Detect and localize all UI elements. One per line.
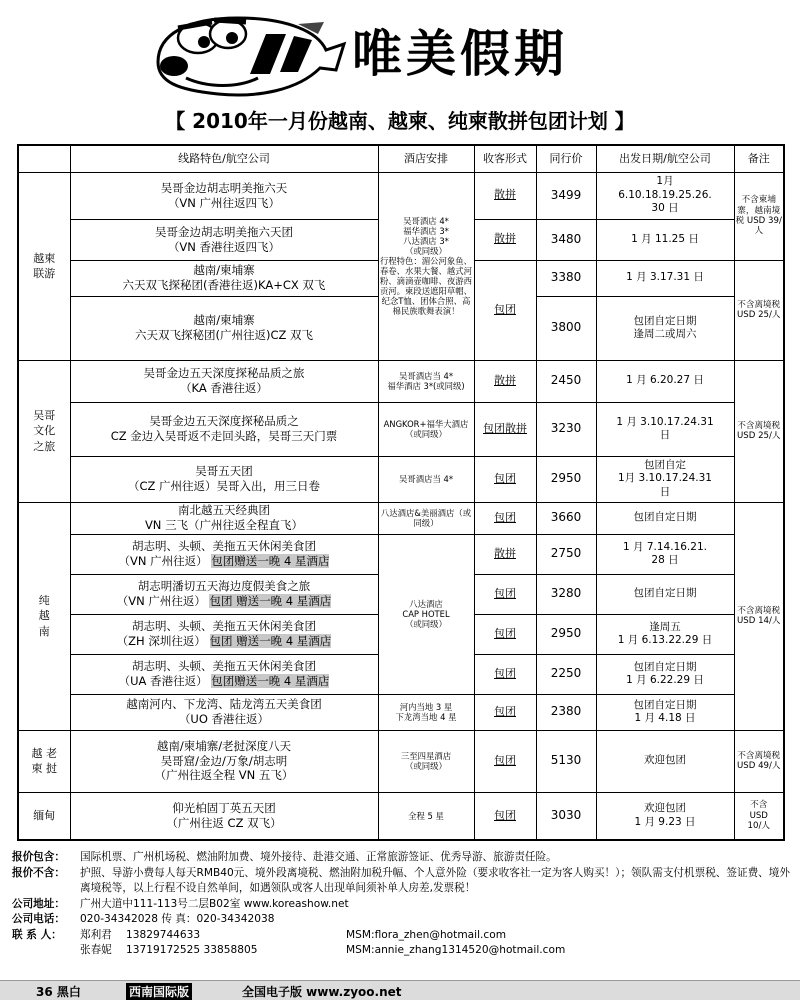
price-cell: 2750: [536, 534, 596, 574]
tour-price-table: [17, 144, 785, 841]
table-row: [18, 792, 784, 840]
note-cell: 不含离境税 USD 25/人: [734, 360, 784, 502]
hotel-cell: 吴哥酒店当 4*: [378, 456, 474, 502]
note-cell: 不含离境税 USD 49/人: [734, 730, 784, 792]
header-form: 收客形式: [474, 145, 536, 172]
dates-cell: 包团自定日期 1 月 4.18 日: [596, 694, 734, 730]
info-section: [12, 850, 792, 958]
price-cell: 2950: [536, 456, 596, 502]
price-cell: 3499: [536, 172, 596, 219]
gift-badge: 包团赠送一晚 4 星酒店: [211, 554, 330, 568]
gift-badge: 包团 赠送一晚 4 星酒店: [209, 634, 332, 648]
route-airline: （ZH 深圳往返）: [116, 634, 206, 648]
hotel-cell: 八达酒店 CAP HOTEL （或同级）: [378, 534, 474, 694]
table-row: [18, 502, 784, 534]
route-cell: 吴哥五天团 （CZ 广州往返）吴哥入出，用三日卷: [70, 456, 378, 502]
header-route: 线路特色/航空公司: [70, 145, 378, 172]
contact-name: 张春妮: [80, 943, 112, 956]
form-cell: 包团: [474, 456, 536, 502]
address-label: 公司地址：: [12, 897, 65, 910]
price-cell: 2450: [536, 360, 596, 402]
table-row: [18, 730, 784, 792]
form-cell: 包团: [474, 260, 536, 360]
price-cell: 3660: [536, 502, 596, 534]
dates-cell: 逢周五 1 月 6.13.22.29 日: [596, 614, 734, 654]
region-cell: 越 老 柬 挝: [18, 730, 70, 792]
phone-label: 公司电话：: [12, 913, 65, 925]
route-name: 胡志明、头顿、美拖五天休闲美食团: [132, 539, 316, 554]
route-name: 胡志明、头顿、美拖五天休闲美食团: [132, 619, 316, 634]
table-row: [18, 402, 784, 456]
price-cell: 3800: [536, 296, 596, 360]
hotel-cell: 吴哥酒店当 4* 福华酒店 3*(或同级): [378, 360, 474, 402]
form-cell: 包团: [474, 614, 536, 654]
route-name: 胡志明、头顿、美拖五天休闲美食团: [132, 659, 316, 674]
route-cell: 吴哥金边胡志明美拖六天 （VN 广州往返四飞）: [70, 172, 378, 219]
footer-site: 全国电子版 www.zyoo.net: [242, 985, 402, 999]
table-row: [18, 456, 784, 502]
phone-text: 020-34342028 传 真：020-34342038: [80, 913, 275, 925]
table-header-row: [18, 145, 784, 172]
contact-name: 郑利君: [80, 928, 112, 941]
contact-label: 联 系 人：: [12, 928, 62, 941]
hotel-cell: ANGKOR+福华大酒店（或同级）: [378, 402, 474, 456]
form-cell: 散拼: [474, 360, 536, 402]
region-cell: 纯 越 南: [18, 502, 70, 730]
phone-row: [12, 912, 792, 928]
price-cell: 3380: [536, 260, 596, 296]
contact-phone: 13719172525 33858805: [126, 943, 258, 956]
route-name: 胡志明潘切五天海边度假美食之旅: [137, 579, 311, 594]
route-cell: 吴哥金边胡志明美拖六天团 （VN 香港往返四飞）: [70, 219, 378, 260]
route-cell: 越南/柬埔寨 六天双飞探秘团(广州往返)CZ 双飞: [70, 296, 378, 360]
form-cell: 包团: [474, 574, 536, 614]
dates-cell: 欢迎包团: [596, 730, 734, 792]
form-cell: 包团散拼: [474, 402, 536, 456]
header-region: [18, 145, 70, 172]
header: [0, 0, 800, 133]
price-cell: 3230: [536, 402, 596, 456]
dates-cell: 欢迎包团 1 月 9.23 日: [596, 792, 734, 840]
header-note: 备注: [734, 145, 784, 172]
gift-badge: 包团赠送一晚 4 星酒店: [211, 674, 330, 688]
footer: [0, 980, 800, 1000]
route-airline: （VN 广州往返）: [118, 554, 208, 568]
form-cell: 散拼: [474, 219, 536, 260]
form-cell: 包团: [474, 654, 536, 694]
dates-cell: 1 月 11.25 日: [596, 219, 734, 260]
dates-cell: 1 月 3.10.17.24.31 日: [596, 402, 734, 456]
included-row: [12, 850, 792, 866]
contact-list: [80, 928, 792, 958]
route-cell: 越南/柬埔寨 六天双飞探秘团(香港往返)KA+CX 双飞: [70, 260, 378, 296]
price-cell: 2250: [536, 654, 596, 694]
route-cell: 南北越五天经典团 VN 三飞（广州往返全程直飞）: [70, 502, 378, 534]
hotel-cell: 河内当地 3 星 下龙湾当地 4 星: [378, 694, 474, 730]
page-title: 【 2010年一月份越南、越柬、纯柬散拼包团计划 】: [165, 109, 635, 133]
header-dates: 出发日期/航空公司: [596, 145, 734, 172]
header-hotel: 酒店安排: [378, 145, 474, 172]
table-row: [18, 534, 784, 574]
table-row: [18, 172, 784, 219]
price-cell: 2380: [536, 694, 596, 730]
route-cell: [70, 534, 378, 574]
dates-cell: 1月 6.10.18.19.25.26. 30 日: [596, 172, 734, 219]
route-cell: 吴哥金边五天深度探秘品质之旅 （KA 香港往返）: [70, 360, 378, 402]
included-text: 国际机票、广州机场税、燃油附加费、境外接待、赴港交通、正常旅游签证、优秀导游、旅游责任险。: [80, 851, 557, 863]
dates-cell: 包团自定日期 逢周二或周六: [596, 296, 734, 360]
route-airline: （UA 香港往返）: [118, 674, 208, 688]
address-row: [12, 897, 792, 913]
route-cell: 越南/柬埔寨/老挝深度八天 吴哥窟/金边/万象/胡志明 （广州往返全程 VN 五飞）: [70, 730, 378, 792]
route-airline: （VN 广州往返）: [116, 594, 206, 608]
dates-cell: 包团自定 1月 3.10.17.24.31 日: [596, 456, 734, 502]
route-cell: 吴哥金边五天深度探秘品质之 CZ 金边入吴哥返不走回头路，吴哥三天门票: [70, 402, 378, 456]
price-cell: 3030: [536, 792, 596, 840]
price-cell: 3480: [536, 219, 596, 260]
contact-item: [80, 943, 792, 958]
hotel-cell: 八达酒店&美丽酒店（或同级）: [378, 502, 474, 534]
brand-name: 唯美假期: [352, 25, 568, 83]
form-cell: 散拼: [474, 172, 536, 219]
price-cell: 2950: [536, 614, 596, 654]
route-cell: [70, 654, 378, 694]
form-cell: 包团: [474, 694, 536, 730]
route-cell: [70, 614, 378, 654]
table-row: [18, 360, 784, 402]
dates-cell: 包团自定日期: [596, 574, 734, 614]
region-cell: 缅甸: [18, 792, 70, 840]
dates-cell: 1 月 3.17.31 日: [596, 260, 734, 296]
footer-page: 36 黑白: [36, 985, 81, 999]
hotel-cell: 全程 5 星: [378, 792, 474, 840]
address-text: 广州大道中111-113号二层B02室 www.koreashow.net: [80, 897, 349, 910]
footer-edition: 西南国际版: [126, 983, 192, 1000]
note-cell: 不含 USD 10/人: [734, 792, 784, 840]
note-cell: 不含离境税 USD 25/人: [734, 260, 784, 360]
form-cell: 散拼: [474, 534, 536, 574]
excluded-row: [12, 866, 792, 897]
region-cell: 吴哥 文化 之旅: [18, 360, 70, 502]
form-cell: 包团: [474, 502, 536, 534]
dates-cell: 1 月 7.14.16.21. 28 日: [596, 534, 734, 574]
table-row: [18, 694, 784, 730]
price-cell: 5130: [536, 730, 596, 792]
header-price: 同行价: [536, 145, 596, 172]
hotel-cell: 三至四星酒店 （或同级）: [378, 730, 474, 792]
route-cell: 仰光柏固丁英五天团 （广州往返 CZ 双飞）: [70, 792, 378, 840]
dates-cell: 1 月 6.20.27 日: [596, 360, 734, 402]
contact-msn: MSM:flora_zhen@hotmail.com: [346, 928, 507, 941]
dates-cell: 包团自定日期 1 月 6.22.29 日: [596, 654, 734, 694]
excluded-label: 报价不含：: [12, 866, 65, 879]
hotel-cell: 吴哥酒店 4* 福华酒店 3* 八达酒店 3* （或同级） 行程特色：湄公河象鱼、春卷、水果大餐、越式河粉、滴滴壶咖啡、夜游西贡河。柬段送遮阳草帽、纪念T恤、团体合照、高棉民族歌舞表演！: [378, 172, 474, 360]
excluded-text: 护照、导游小费每人每天RMB40元、境外段离境税、燃油附加税升幅、个人意外险（要求收客社一定为客人购买！）；领队需支付机票税、签证费、境外离境税等，以上行程不设自然单间，如遇领队或客人出现单间须补单人房差,发票税！: [80, 866, 790, 894]
route-cell: [70, 574, 378, 614]
form-cell: 包团: [474, 730, 536, 792]
contact-msn: MSM:annie_zhang1314520@hotmail.com: [346, 943, 566, 956]
note-cell: 不含柬埔寨，越南境税 USD 39/人: [734, 172, 784, 260]
contact-item: [80, 928, 792, 943]
route-cell: 越南河内、下龙湾、陆龙湾五天美食团 （UO 香港往返）: [70, 694, 378, 730]
dates-cell: 包团自定日期: [596, 502, 734, 534]
form-cell: 包团: [474, 792, 536, 840]
contact-phone: 13829744633: [126, 928, 201, 941]
contact-row: [12, 928, 792, 958]
included-label: 报价包含：: [12, 851, 65, 863]
note-cell: 不含离境税 USD 14/人: [734, 502, 784, 730]
airplane-mascot-logo: [148, 4, 348, 104]
gift-badge: 包团 赠送一晚 4 星酒店: [209, 594, 332, 608]
region-cell: 越柬 联游: [18, 172, 70, 360]
price-cell: 3280: [536, 574, 596, 614]
